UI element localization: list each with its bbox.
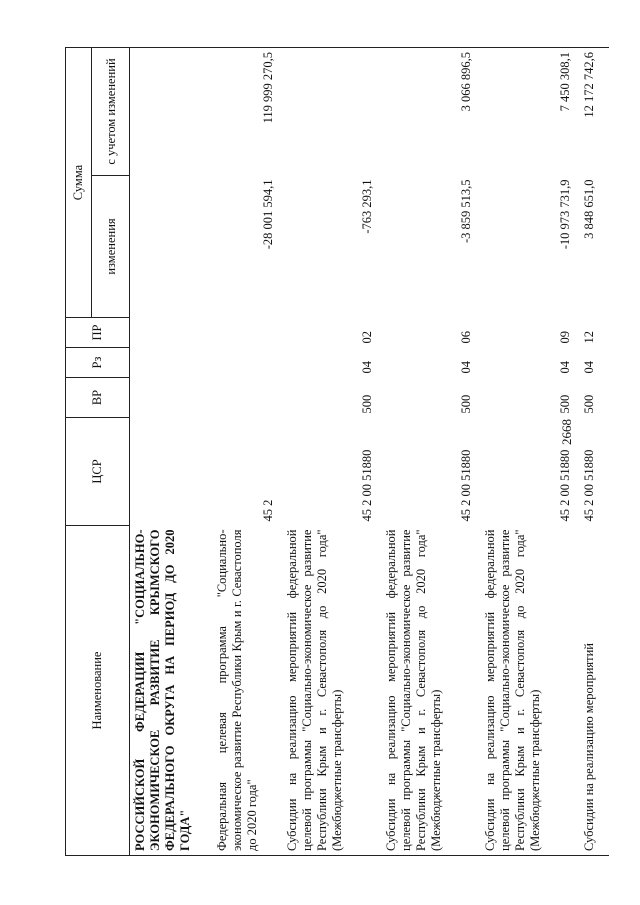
row-pr bbox=[212, 318, 282, 348]
row-csr: 45 2 bbox=[260, 499, 275, 522]
table-row bbox=[130, 48, 212, 856]
row-name: РОССИЙСКОЙ ФЕДЕРАЦИИ "СОЦИАЛЬНО-ЭКОНОМИЧЕСКОЕ РАЗВИТИЕ КРЫМСКОГО ФЕДЕРАЛЬНОГО ОКРУГА НА ПЕРИОД ДО 2020 ГОДА" bbox=[130, 526, 212, 856]
table-row bbox=[212, 48, 282, 856]
document-page bbox=[65, 48, 596, 856]
row-pr: 02 bbox=[359, 331, 374, 344]
row-changes: -763 293,1 bbox=[359, 179, 374, 234]
row-name: Федеральная целевая программа "Социально-экономическое развитие Республики Крым и г. Севастополя до 2020 года" bbox=[212, 526, 282, 856]
row-name: Субсидии на реализацию мероприятий bbox=[579, 526, 609, 856]
row-name: Субсидии на реализацию мероприятий федеральной целевой программы "Социально-экономическое развитие Республики Крым и г. Севастополя до 2020 года" (Межбюджетные трансферты) bbox=[282, 526, 381, 856]
row-vr: 500 bbox=[458, 394, 473, 414]
row-with-changes: 3 066 896,5 bbox=[381, 48, 480, 176]
row-vr: 500 bbox=[359, 394, 374, 414]
row-csr: 45 2 00 51880 bbox=[581, 449, 596, 522]
header-with-changes: с учетом изменений bbox=[92, 48, 130, 176]
row-csr: 45 2 00 51880 bbox=[359, 449, 374, 522]
row-rz bbox=[130, 348, 212, 378]
budget-table bbox=[65, 47, 609, 856]
header-rz: Рз bbox=[66, 348, 130, 378]
header-csr: ЦСР bbox=[66, 418, 130, 526]
header-vr: ВР bbox=[66, 378, 130, 418]
row-pr: 09 bbox=[557, 331, 572, 344]
row-with-changes: 7 450 308,1 bbox=[480, 48, 579, 176]
header-sum: Сумма bbox=[66, 48, 92, 318]
row-pr bbox=[130, 318, 212, 348]
row-rz: 04 bbox=[458, 361, 473, 374]
row-changes: -3 859 513,5 bbox=[458, 179, 473, 244]
row-vr: 500 bbox=[557, 394, 572, 414]
row-name: Субсидии на реализацию мероприятий федеральной целевой программы "Социально-экономическое развитие Республики Крым и г. Севастополя до 2020 года" (Межбюджетные трансферты) bbox=[480, 526, 579, 856]
row-changes: -28 001 594,1 bbox=[260, 179, 275, 250]
row-changes bbox=[130, 176, 212, 318]
row-csr: 45 2 00 51880 bbox=[557, 449, 572, 522]
row-name: Субсидии на реализацию мероприятий федеральной целевой программы "Социально-экономическое развитие Республики Крым и г. Севастополя до 2020 года" (Межбюджетные трансферты) bbox=[381, 526, 480, 856]
table-row bbox=[381, 48, 480, 856]
header-changes: изменения bbox=[92, 176, 130, 318]
table-row bbox=[480, 48, 579, 856]
header-pr: ПР bbox=[66, 318, 130, 348]
row-vr: 500 bbox=[581, 394, 596, 414]
row-csr: 45 2 00 51880 bbox=[458, 449, 473, 522]
row-csr bbox=[130, 418, 212, 526]
row-pr: 06 bbox=[458, 331, 473, 344]
page-number: 2668 bbox=[559, 419, 574, 445]
row-with-changes bbox=[282, 48, 381, 176]
row-pr: 12 bbox=[581, 331, 596, 344]
row-changes: 3 848 651,0 bbox=[581, 179, 596, 239]
table-row bbox=[579, 48, 609, 856]
rotated-table-container bbox=[65, 48, 596, 856]
row-rz bbox=[212, 348, 282, 378]
row-with-changes: 119 999 270,5 bbox=[212, 48, 282, 176]
row-rz: 04 bbox=[557, 361, 572, 374]
row-with-changes bbox=[130, 48, 212, 176]
row-changes: -10 973 731,9 bbox=[557, 179, 572, 250]
row-vr bbox=[212, 378, 282, 418]
header-name: Наименование bbox=[66, 526, 130, 856]
table-row bbox=[282, 48, 381, 856]
row-vr bbox=[130, 378, 212, 418]
row-rz: 04 bbox=[359, 361, 374, 374]
row-rz: 04 bbox=[581, 361, 596, 374]
row-with-changes: 12 172 742,6 bbox=[579, 48, 609, 176]
